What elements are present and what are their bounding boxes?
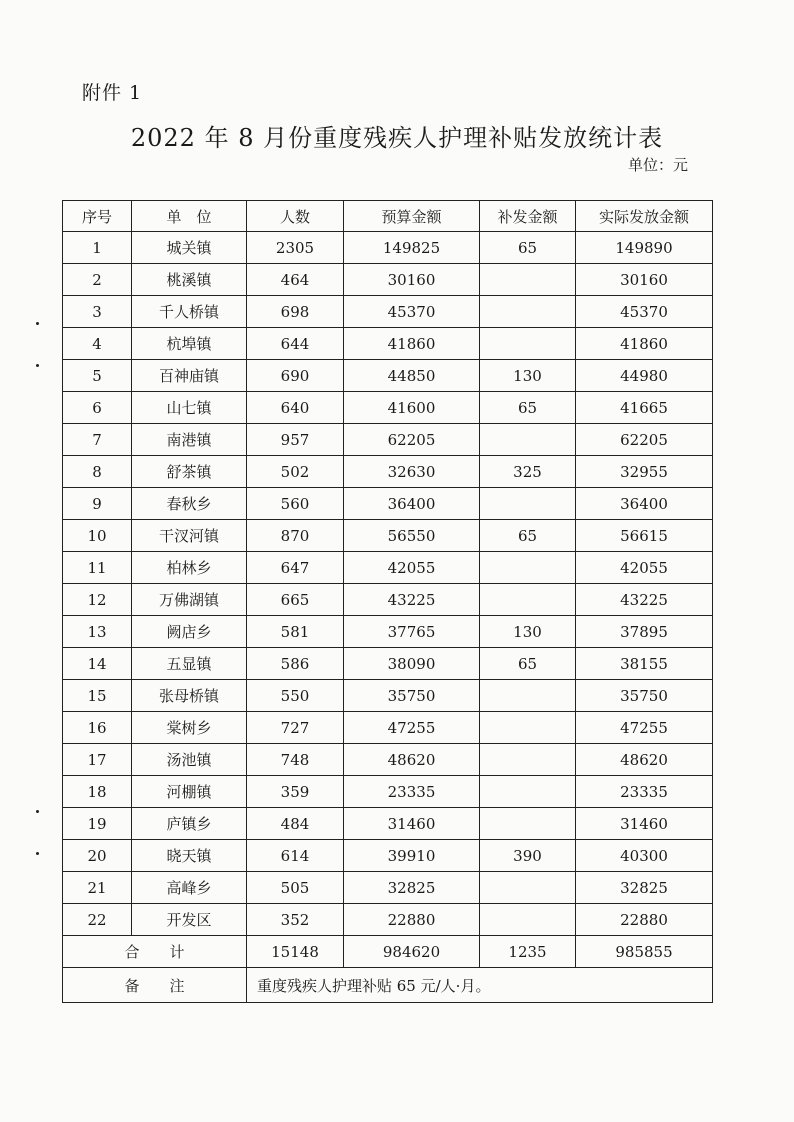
total-actual: 985855 bbox=[576, 936, 713, 968]
row-index: 12 bbox=[63, 584, 132, 616]
attachment-label: 附件 1 bbox=[82, 82, 143, 104]
actual-amount: 62205 bbox=[576, 424, 713, 456]
unit-name: 柏林乡 bbox=[132, 552, 247, 584]
unit-label: 单位：元 bbox=[628, 156, 689, 174]
unit-name: 桃溪镇 bbox=[132, 264, 247, 296]
header-row bbox=[63, 201, 713, 232]
actual-amount: 43225 bbox=[576, 584, 713, 616]
budget-amount: 36400 bbox=[344, 488, 480, 520]
unit-name: 春秋乡 bbox=[132, 488, 247, 520]
row-index: 10 bbox=[63, 520, 132, 552]
actual-amount: 23335 bbox=[576, 776, 713, 808]
row-index: 1 bbox=[63, 232, 132, 264]
page-title: 2022 年 8 月份重度残疾人护理补贴发放统计表 bbox=[130, 124, 664, 152]
actual-amount: 31460 bbox=[576, 808, 713, 840]
people-count: 957 bbox=[247, 424, 344, 456]
supplement-amount: 65 bbox=[480, 520, 576, 552]
supplement-amount: 65 bbox=[480, 648, 576, 680]
row-index: 17 bbox=[63, 744, 132, 776]
budget-amount: 149825 bbox=[344, 232, 480, 264]
remark-text: 重度残疾人护理补贴 65 元/人·月。 bbox=[247, 968, 713, 1003]
unit-name: 张母桥镇 bbox=[132, 680, 247, 712]
people-count: 644 bbox=[247, 328, 344, 360]
total-supplement: 1235 bbox=[480, 936, 576, 968]
supplement-amount: 65 bbox=[480, 392, 576, 424]
row-index: 5 bbox=[63, 360, 132, 392]
table-row bbox=[63, 392, 713, 424]
budget-amount: 45370 bbox=[344, 296, 480, 328]
supplement-amount bbox=[480, 328, 576, 360]
actual-amount: 44980 bbox=[576, 360, 713, 392]
people-count: 550 bbox=[247, 680, 344, 712]
people-count: 352 bbox=[247, 904, 344, 936]
supplement-amount bbox=[480, 808, 576, 840]
budget-amount: 48620 bbox=[344, 744, 480, 776]
table-row bbox=[63, 648, 713, 680]
supplement-amount bbox=[480, 904, 576, 936]
row-index: 15 bbox=[63, 680, 132, 712]
people-count: 727 bbox=[247, 712, 344, 744]
unit-name: 棠树乡 bbox=[132, 712, 247, 744]
supplement-amount bbox=[480, 488, 576, 520]
table-row bbox=[63, 776, 713, 808]
people-count: 870 bbox=[247, 520, 344, 552]
header-cell: 补发金额 bbox=[480, 201, 576, 232]
actual-amount: 37895 bbox=[576, 616, 713, 648]
row-index: 11 bbox=[63, 552, 132, 584]
people-count: 665 bbox=[247, 584, 344, 616]
actual-amount: 32955 bbox=[576, 456, 713, 488]
total-label: 合 计 bbox=[63, 936, 247, 968]
actual-amount: 42055 bbox=[576, 552, 713, 584]
row-index: 14 bbox=[63, 648, 132, 680]
table-row bbox=[63, 296, 713, 328]
table-row bbox=[63, 584, 713, 616]
budget-amount: 43225 bbox=[344, 584, 480, 616]
actual-amount: 48620 bbox=[576, 744, 713, 776]
header-cell: 预算金额 bbox=[344, 201, 480, 232]
scan-dot bbox=[36, 852, 39, 855]
supplement-amount bbox=[480, 872, 576, 904]
budget-amount: 32630 bbox=[344, 456, 480, 488]
supplement-amount bbox=[480, 680, 576, 712]
row-index: 22 bbox=[63, 904, 132, 936]
budget-amount: 38090 bbox=[344, 648, 480, 680]
row-index: 4 bbox=[63, 328, 132, 360]
row-index: 19 bbox=[63, 808, 132, 840]
unit-name: 山七镇 bbox=[132, 392, 247, 424]
table-row bbox=[63, 424, 713, 456]
actual-amount: 41665 bbox=[576, 392, 713, 424]
budget-amount: 62205 bbox=[344, 424, 480, 456]
actual-amount: 41860 bbox=[576, 328, 713, 360]
unit-name: 河棚镇 bbox=[132, 776, 247, 808]
unit-name: 南港镇 bbox=[132, 424, 247, 456]
unit-name: 五显镇 bbox=[132, 648, 247, 680]
table-body bbox=[63, 232, 713, 936]
people-count: 560 bbox=[247, 488, 344, 520]
budget-amount: 22880 bbox=[344, 904, 480, 936]
supplement-amount bbox=[480, 296, 576, 328]
budget-amount: 47255 bbox=[344, 712, 480, 744]
supplement-amount bbox=[480, 424, 576, 456]
supplement-amount: 390 bbox=[480, 840, 576, 872]
remark-label: 备 注 bbox=[63, 968, 247, 1003]
table-row bbox=[63, 840, 713, 872]
supplement-amount bbox=[480, 264, 576, 296]
people-count: 640 bbox=[247, 392, 344, 424]
people-count: 581 bbox=[247, 616, 344, 648]
unit-name: 高峰乡 bbox=[132, 872, 247, 904]
table-row bbox=[63, 552, 713, 584]
unit-name: 庐镇乡 bbox=[132, 808, 247, 840]
actual-amount: 47255 bbox=[576, 712, 713, 744]
total-people: 15148 bbox=[247, 936, 344, 968]
subsidy-statistics-table bbox=[62, 200, 713, 1003]
table-row bbox=[63, 744, 713, 776]
people-count: 748 bbox=[247, 744, 344, 776]
header-cell: 单 位 bbox=[132, 201, 247, 232]
table-row bbox=[63, 360, 713, 392]
budget-amount: 31460 bbox=[344, 808, 480, 840]
supplement-amount: 130 bbox=[480, 616, 576, 648]
actual-amount: 40300 bbox=[576, 840, 713, 872]
table-row bbox=[63, 456, 713, 488]
row-index: 6 bbox=[63, 392, 132, 424]
unit-name: 舒茶镇 bbox=[132, 456, 247, 488]
actual-amount: 149890 bbox=[576, 232, 713, 264]
budget-amount: 41600 bbox=[344, 392, 480, 424]
people-count: 698 bbox=[247, 296, 344, 328]
actual-amount: 38155 bbox=[576, 648, 713, 680]
supplement-amount: 130 bbox=[480, 360, 576, 392]
budget-amount: 44850 bbox=[344, 360, 480, 392]
table-row bbox=[63, 712, 713, 744]
actual-amount: 35750 bbox=[576, 680, 713, 712]
people-count: 647 bbox=[247, 552, 344, 584]
scan-dot bbox=[36, 810, 39, 813]
row-index: 9 bbox=[63, 488, 132, 520]
total-row bbox=[63, 936, 713, 968]
unit-name: 阙店乡 bbox=[132, 616, 247, 648]
actual-amount: 56615 bbox=[576, 520, 713, 552]
row-index: 13 bbox=[63, 616, 132, 648]
unit-name: 干汊河镇 bbox=[132, 520, 247, 552]
people-count: 484 bbox=[247, 808, 344, 840]
supplement-amount: 325 bbox=[480, 456, 576, 488]
unit-name: 晓天镇 bbox=[132, 840, 247, 872]
unit-name: 万佛湖镇 bbox=[132, 584, 247, 616]
actual-amount: 36400 bbox=[576, 488, 713, 520]
total-budget: 984620 bbox=[344, 936, 480, 968]
row-index: 18 bbox=[63, 776, 132, 808]
header-cell: 实际发放金额 bbox=[576, 201, 713, 232]
table-row bbox=[63, 232, 713, 264]
supplement-amount bbox=[480, 584, 576, 616]
row-index: 2 bbox=[63, 264, 132, 296]
people-count: 502 bbox=[247, 456, 344, 488]
people-count: 2305 bbox=[247, 232, 344, 264]
row-index: 20 bbox=[63, 840, 132, 872]
table-row bbox=[63, 520, 713, 552]
row-index: 8 bbox=[63, 456, 132, 488]
table-row bbox=[63, 872, 713, 904]
header-cell: 序号 bbox=[63, 201, 132, 232]
supplement-amount bbox=[480, 552, 576, 584]
actual-amount: 45370 bbox=[576, 296, 713, 328]
unit-name: 百神庙镇 bbox=[132, 360, 247, 392]
budget-amount: 23335 bbox=[344, 776, 480, 808]
supplement-amount bbox=[480, 776, 576, 808]
budget-amount: 35750 bbox=[344, 680, 480, 712]
people-count: 505 bbox=[247, 872, 344, 904]
supplement-amount bbox=[480, 712, 576, 744]
actual-amount: 30160 bbox=[576, 264, 713, 296]
people-count: 464 bbox=[247, 264, 344, 296]
supplement-amount: 65 bbox=[480, 232, 576, 264]
unit-name: 杭埠镇 bbox=[132, 328, 247, 360]
table-row bbox=[63, 264, 713, 296]
table-row bbox=[63, 488, 713, 520]
remark-row bbox=[63, 968, 713, 1003]
budget-amount: 39910 bbox=[344, 840, 480, 872]
row-index: 16 bbox=[63, 712, 132, 744]
actual-amount: 32825 bbox=[576, 872, 713, 904]
people-count: 690 bbox=[247, 360, 344, 392]
budget-amount: 41860 bbox=[344, 328, 480, 360]
scan-dot bbox=[36, 322, 39, 325]
table-row bbox=[63, 680, 713, 712]
row-index: 21 bbox=[63, 872, 132, 904]
budget-amount: 56550 bbox=[344, 520, 480, 552]
budget-amount: 32825 bbox=[344, 872, 480, 904]
budget-amount: 30160 bbox=[344, 264, 480, 296]
row-index: 7 bbox=[63, 424, 132, 456]
people-count: 614 bbox=[247, 840, 344, 872]
supplement-amount bbox=[480, 744, 576, 776]
budget-amount: 37765 bbox=[344, 616, 480, 648]
scan-dot bbox=[36, 364, 39, 367]
table-row bbox=[63, 808, 713, 840]
table-row bbox=[63, 616, 713, 648]
unit-name: 开发区 bbox=[132, 904, 247, 936]
unit-name: 城关镇 bbox=[132, 232, 247, 264]
actual-amount: 22880 bbox=[576, 904, 713, 936]
table-row bbox=[63, 328, 713, 360]
people-count: 586 bbox=[247, 648, 344, 680]
header-cell: 人数 bbox=[247, 201, 344, 232]
unit-name: 汤池镇 bbox=[132, 744, 247, 776]
table-row bbox=[63, 904, 713, 936]
unit-name: 千人桥镇 bbox=[132, 296, 247, 328]
budget-amount: 42055 bbox=[344, 552, 480, 584]
people-count: 359 bbox=[247, 776, 344, 808]
row-index: 3 bbox=[63, 296, 132, 328]
